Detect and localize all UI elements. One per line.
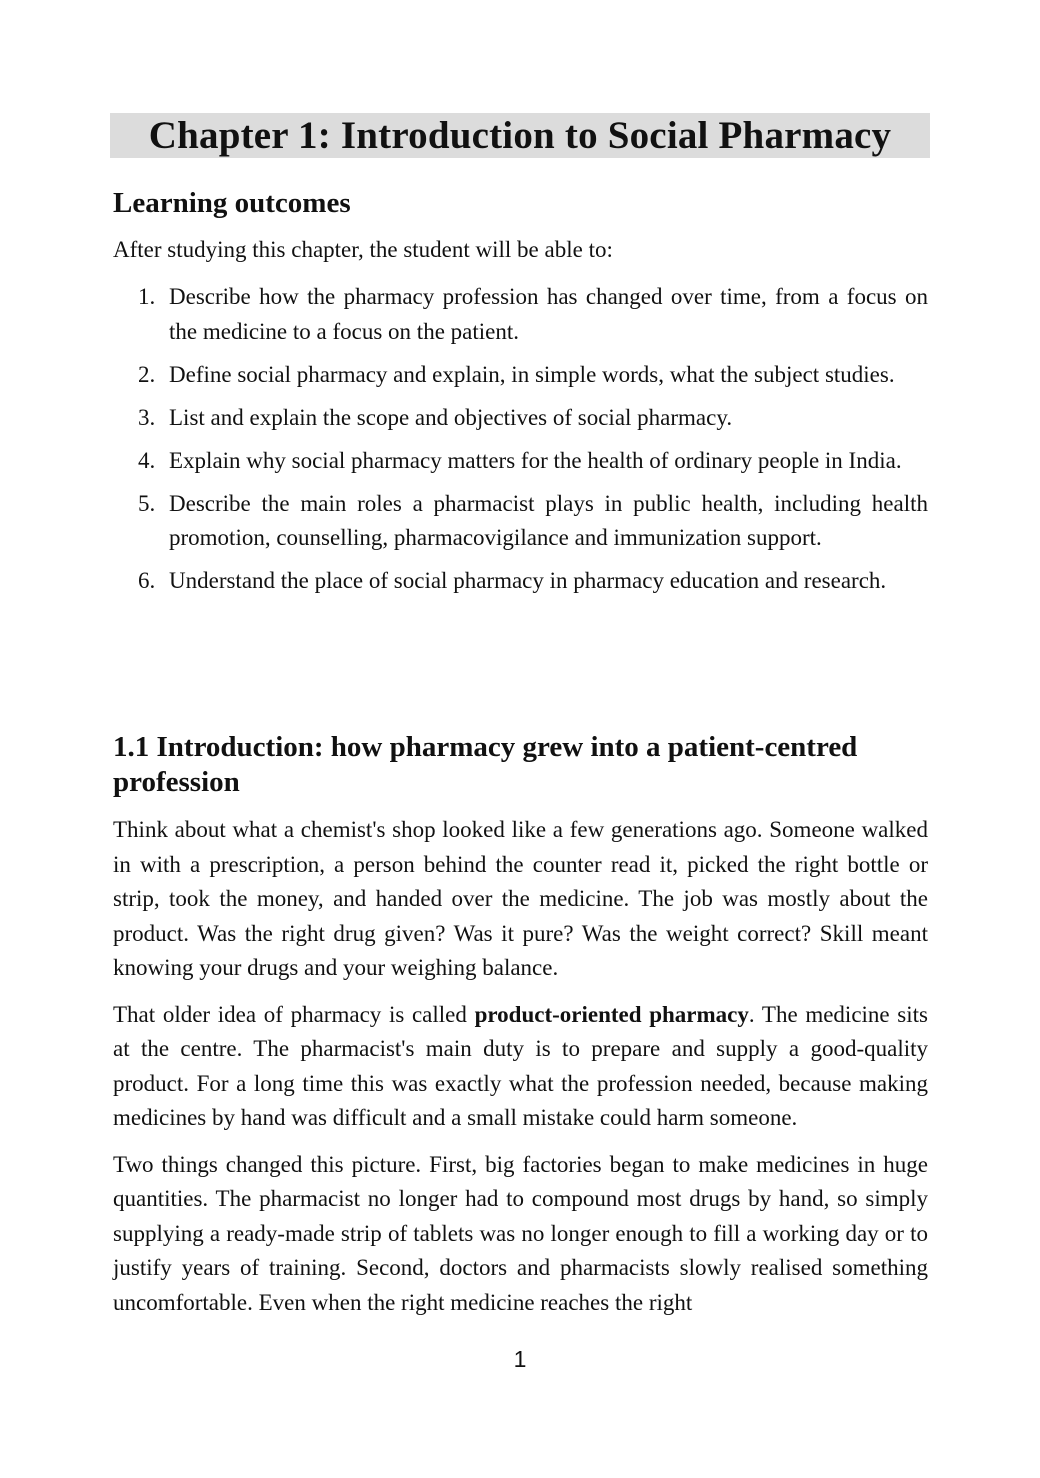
list-item-text: Define social pharmacy and explain, in simple words, what the subject studies. bbox=[169, 361, 895, 387]
learning-outcomes-intro: After studying this chapter, the student will be able to: bbox=[113, 237, 613, 262]
learning-outcomes-heading: Learning outcomes bbox=[113, 187, 351, 219]
paragraph: Two things changed this picture. First, big factories began to make medicines in huge quantities. The pharmacist no longer had to compound most drugs by hand, so simply supplying a ready-made strip of tablets was no longer enough to fill a working day or to justify years of training. Second, doctors and pharmacists slowly realised something uncomfortable. Even when the right medicine reaches the right bbox=[113, 1151, 928, 1315]
list-item-number: 2. bbox=[138, 361, 156, 387]
chapter-title-bar bbox=[110, 113, 930, 158]
section-heading: 1.1 Introduction: how pharmacy grew into a patient-centred profession bbox=[113, 731, 858, 798]
bold-term: product-oriented pharmacy bbox=[474, 1001, 749, 1027]
list-item bbox=[113, 280, 928, 349]
page-number: 1 bbox=[513, 1346, 527, 1372]
paragraph bbox=[113, 998, 928, 1136]
section-body bbox=[113, 813, 928, 1332]
list-item-text: Explain why social pharmacy matters for the health of ordinary people in India. bbox=[169, 447, 902, 473]
paragraph-text: . The medicine sits at the centre. The pharmacist's main duty is to prepare and supply a good-quality product. For a long time this was exactly what the profession needed, because making medicines by hand was difficult and a small mistake could harm someone. bbox=[113, 1001, 928, 1130]
list-item-number: 3. bbox=[138, 404, 156, 430]
list-item bbox=[113, 401, 928, 436]
list-item-text: Describe the main roles a pharmacist plays in public health, including health promotion, counselling, pharmacovigilance and immunization support. bbox=[169, 490, 928, 550]
list-item-text: List and explain the scope and objectives of social pharmacy. bbox=[169, 404, 733, 430]
list-item bbox=[113, 444, 928, 479]
paragraph: Think about what a chemist's shop looked like a few generations ago. Someone walked in with a prescription, a person behind the counter read it, picked the right bottle or strip, took the money, and handed over the medicine. The job was mostly about the product. Was the right drug given? Was it pure? Was the weight correct? Skill meant knowing your drugs and your weighing balance. bbox=[113, 817, 928, 980]
list-item-number: 1. bbox=[138, 284, 156, 309]
learning-outcomes-list bbox=[113, 280, 928, 607]
list-item-number: 4. bbox=[138, 447, 156, 473]
list-item bbox=[113, 564, 928, 599]
list-item-number: 6. bbox=[138, 568, 156, 593]
list-item-text: Understand the place of social pharmacy in pharmacy education and research. bbox=[169, 568, 887, 593]
list-item bbox=[113, 358, 928, 393]
list-item-text: Describe how the pharmacy profession has changed over time, from a focus on the medicine to a focus on the patient. bbox=[169, 284, 928, 344]
chapter-title: Chapter 1: Introduction to Social Pharmacy bbox=[148, 114, 892, 157]
list-item bbox=[113, 487, 928, 556]
paragraph-text: That older idea of pharmacy is called bbox=[113, 1001, 475, 1027]
list-item-number: 5. bbox=[138, 490, 156, 516]
